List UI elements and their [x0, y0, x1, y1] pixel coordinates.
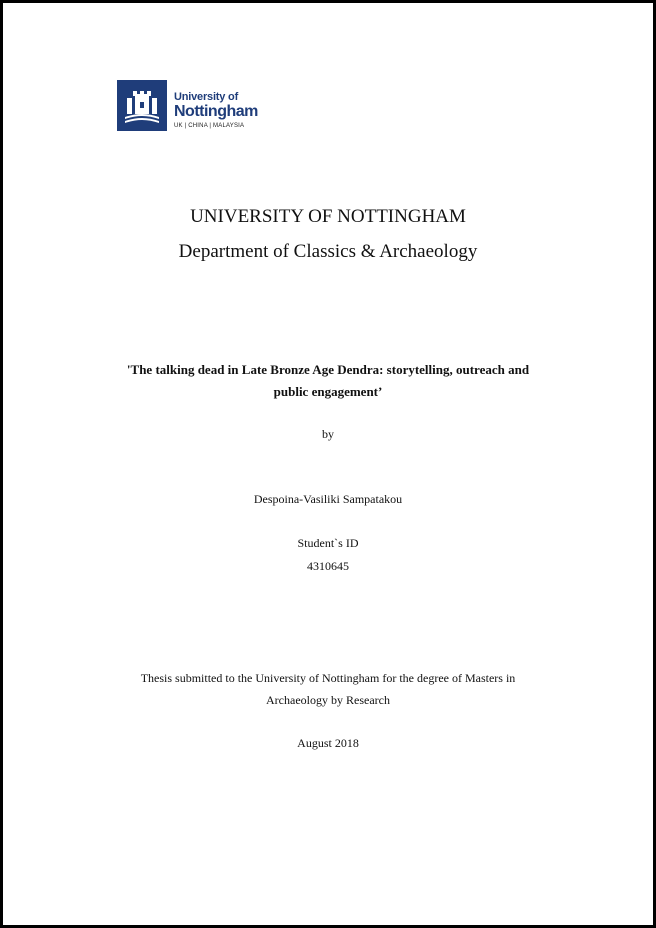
by-label: by — [322, 427, 334, 441]
degree-statement-line2: Archaeology by Research — [266, 693, 390, 707]
thesis-title-line1: 'The talking dead in Late Bronze Age Dendra: storytelling, outreach and — [126, 362, 530, 377]
department-heading: Department of Classics & Archaeology — [178, 241, 478, 262]
thesis-title-line2: public engagement’ — [273, 384, 383, 399]
logo-line-nottingham: Nottingham — [174, 103, 258, 120]
author-name: Despoina-Vasiliki Sampatakou — [253, 492, 403, 506]
student-id-label: Student`s ID — [297, 536, 359, 550]
degree-statement — [3, 667, 653, 711]
university-heading: UNIVERSITY OF NOTTINGHAM — [190, 206, 466, 227]
university-logo — [117, 80, 267, 134]
logo-line-university-of: University of — [174, 91, 239, 103]
submission-date: August 2018 — [297, 736, 359, 750]
logo-wordmark — [174, 92, 258, 129]
logo-line-campuses: UK | CHINA | MALAYSIA — [174, 123, 245, 129]
student-id-value: 4310645 — [307, 559, 349, 573]
thesis-title — [3, 359, 653, 403]
crest-icon — [117, 80, 167, 131]
degree-statement-line1: Thesis submitted to the University of Nottingham for the degree of Masters in — [140, 671, 516, 685]
